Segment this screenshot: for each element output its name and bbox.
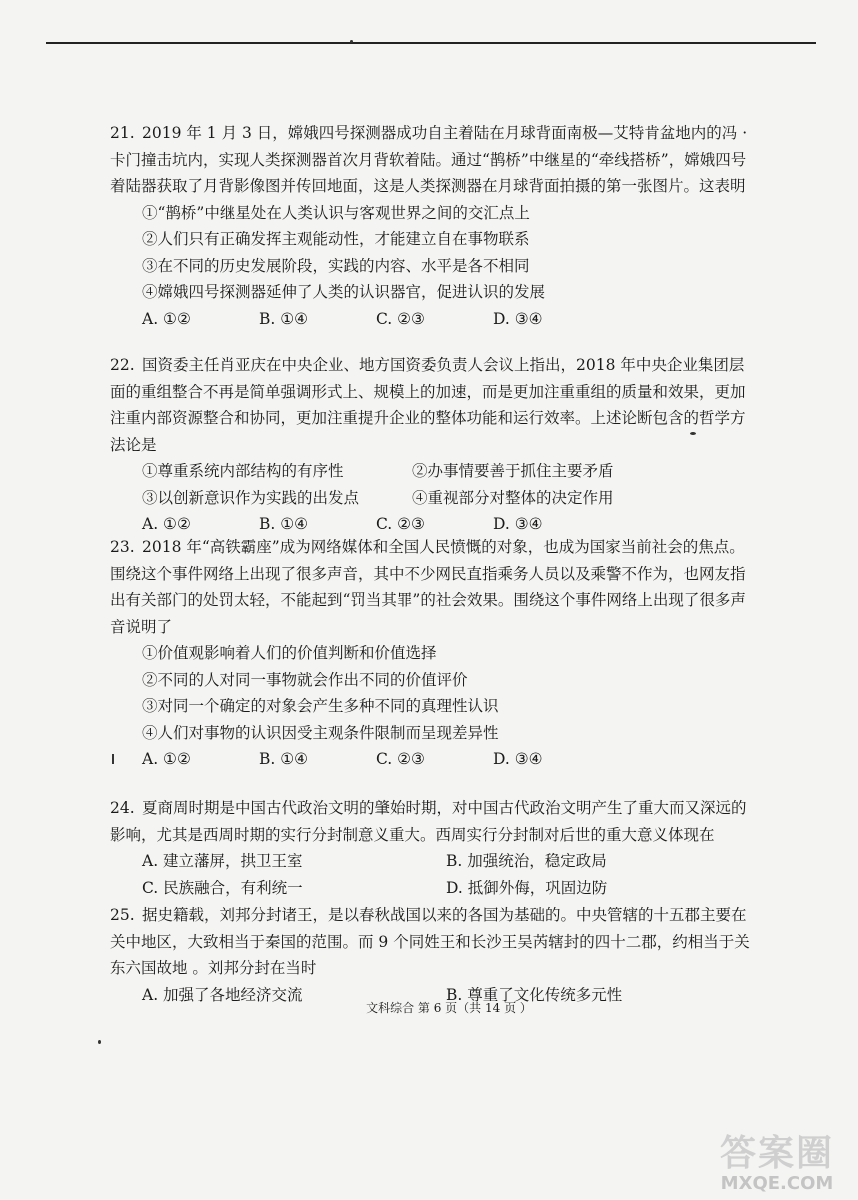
question-stem: 2018 年“高铁霸座”成为网络媒体和全国人民愤慨的对象，也成为国家当前社会的焦点。围绕这个事件网络上出现了很多声音，其中不少网民直指乘务人员以及乘警不作为，也网友指出有关部门的处罚太轻，不能起到“罚当其罪”的社会效果。围绕这个事件网络上出现了很多声音说明了 — [110, 538, 746, 636]
page-footer: 文科综合 第 6 页（共 14 页 ） — [366, 1001, 532, 1015]
statement: ④人们对事物的认识因受主观条件限制而呈现差异性 — [142, 723, 499, 742]
question-stem: 2019 年 1 月 3 日，嫦娥四号探测器成功自主着陆在月球背面南极—艾特肯盆地内的冯 · 卡门撞击坑内，实现人类探测器首次月背软着陆。通过“鹊桥”中继星的“牵线搭桥”，嫦娥四号着陆器获取了月背影像图并传回地面，这是人类探测器在月球背面拍摄的第一张图片。这表明 — [110, 124, 753, 195]
question-23 — [110, 534, 750, 773]
option-b: B. ①④ — [259, 750, 309, 768]
option-b: B. 加强统治，稳定政局 — [446, 852, 607, 870]
statement: ①“鹊桥”中继星处在人类认识与客观世界之间的交汇点上 — [142, 203, 530, 222]
option-d: D. 抵御外侮，巩固边防 — [446, 878, 608, 897]
watermark-bottom: MXQE.COM — [720, 1173, 834, 1194]
question-stem: 据史籍载，刘邦分封诸王，是以春秋战国以来的各国为基础的。中央管辖的十五郡主要在关中地区，大致相当于秦国的范围。而 9 个同姓王和长沙王吴芮辖封的四十二郡，约相当于关东六国故地 。刘邦分封在当时 — [110, 906, 750, 977]
option-a: A. ①② — [142, 515, 191, 533]
question-stem: 国资委主任肖亚庆在中央企业、地方国资委负责人会议上指出，2018 年中央企业集团层面的重组整合不再是简单强调形式上、规模上的加速，而是更加注重重组的质量和效果，更加注重内部资源整合和协同，更加注重提升企业的整体功能和运行效率。上述论断包含的哲学方法论是 — [110, 356, 746, 454]
option-b: B. ①④ — [259, 309, 309, 328]
question-number: 23. — [110, 538, 135, 556]
statement: ②不同的人对同一事物就会作出不同的价值评价 — [142, 670, 468, 689]
option-b: B. 尊重了文化传统多元性 — [446, 985, 623, 1004]
statement: ④重视部分对整体的决定作用 — [412, 488, 614, 507]
statement: ①尊重系统内部结构的有序性 — [142, 462, 344, 480]
statement: ③以创新意识作为实践的出发点 — [142, 488, 360, 507]
statement: ④嫦娥四号探测器延伸了人类的认识器官，促进认识的发展 — [142, 283, 546, 301]
question-25 — [110, 902, 750, 1008]
option-c: C. ②③ — [376, 515, 425, 533]
question-stem: 夏商周时期是中国古代政治文明的肇始时期，对中国古代政治文明产生了重大而又深远的影响，尤其是西周时期的实行分封制意义重大。西周实行分封制对后世的重大意义体现在 — [110, 799, 747, 844]
watermark-top: 答案圈 — [719, 1133, 834, 1174]
question-24 — [110, 795, 750, 901]
option-d: D. ③④ — [493, 750, 543, 768]
option-a: A. 建立藩屏，拱卫王室 — [142, 852, 303, 870]
question-number: 21. — [110, 124, 135, 142]
option-b: B. ①④ — [259, 515, 309, 533]
option-c: C. ②③ — [376, 750, 425, 768]
question-number: 24. — [110, 799, 135, 817]
option-a: A. ①② — [142, 309, 191, 328]
statement: ③对同一个确定的对象会产生多种不同的真理性认识 — [142, 697, 499, 715]
option-d: D. ③④ — [493, 515, 543, 533]
option-d: D. ③④ — [493, 309, 543, 328]
question-number: 25. — [110, 906, 135, 924]
question-22 — [110, 352, 750, 538]
option-c: C. ②③ — [376, 309, 425, 328]
option-a: A. ①② — [142, 750, 191, 768]
statement: ①价值观影响着人们的价值判断和价值选择 — [142, 644, 437, 662]
statement: ③在不同的历史发展阶段，实践的内容、水平是各不相同 — [142, 256, 530, 275]
statement: ②人们只有正确发挥主观能动性，才能建立自在事物联系 — [142, 230, 530, 248]
scan-speck — [98, 1040, 101, 1044]
question-number: 22. — [110, 356, 135, 374]
top-rule — [46, 42, 816, 44]
question-21 — [110, 120, 753, 332]
option-c: C. 民族融合，有利统一 — [142, 878, 303, 897]
scan-speck — [350, 40, 353, 43]
option-a: A. 加强了各地经济交流 — [142, 985, 303, 1004]
statement: ②办事情要善于抓住主要矛盾 — [412, 462, 614, 480]
site-watermark-logo — [702, 1134, 852, 1194]
